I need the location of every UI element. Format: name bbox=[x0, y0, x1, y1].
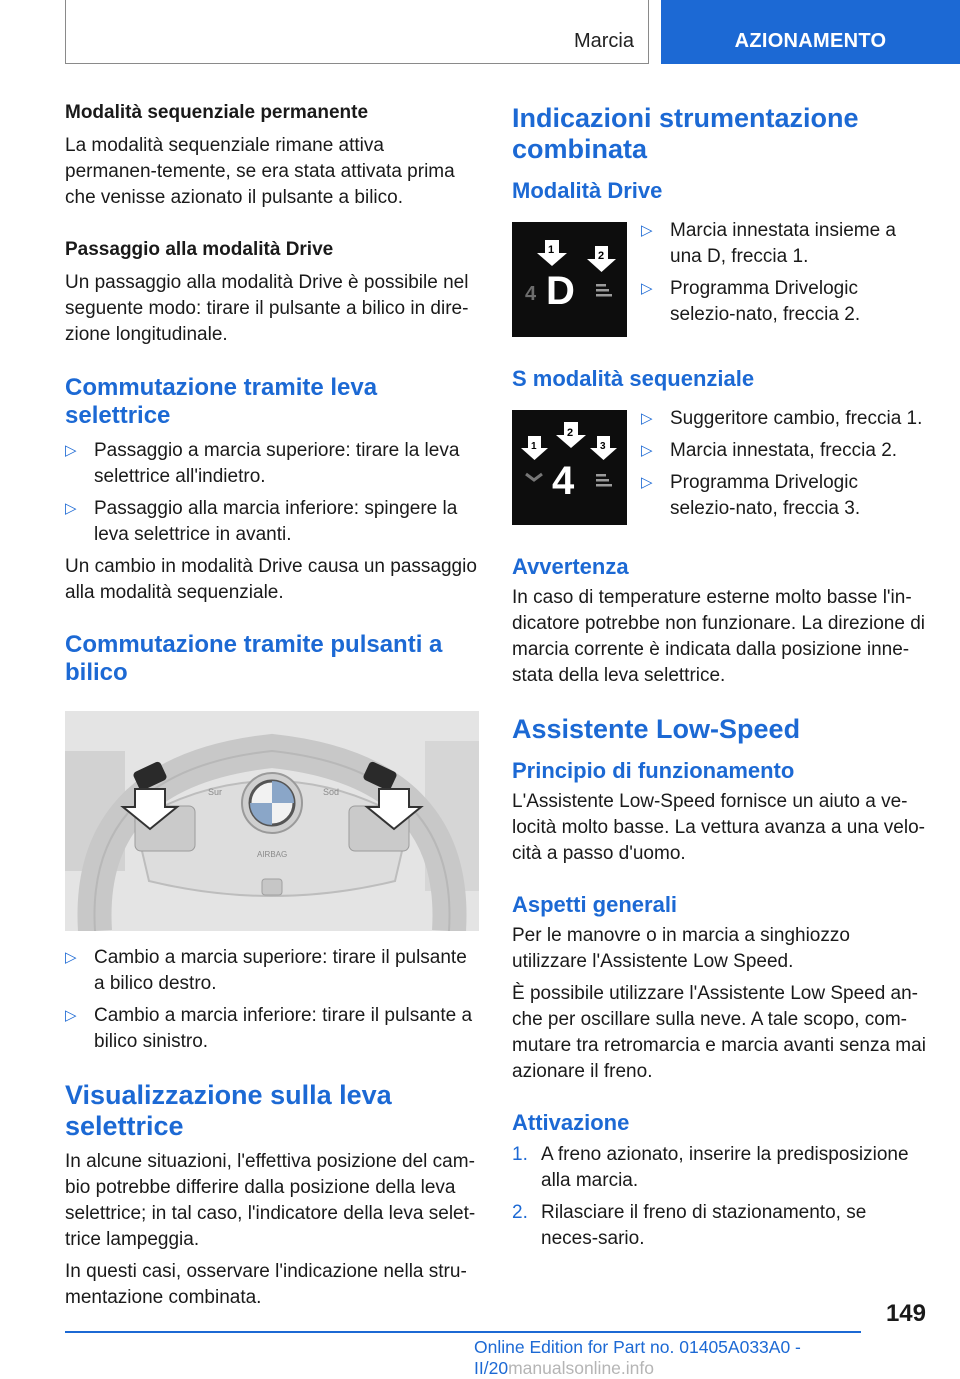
list-item bbox=[65, 496, 479, 548]
seq-permanent-title: Modalità sequenziale permanente bbox=[65, 102, 369, 123]
lever-note: Un cambio in modalità Drive causa un passaggio alla modalità sequenziale. bbox=[65, 556, 477, 603]
lever-list bbox=[65, 438, 479, 548]
chapter-tab[interactable] bbox=[661, 0, 960, 64]
wheel-label-airbag: AIRBAG bbox=[257, 850, 288, 859]
bullet-triangle-icon: ▷ bbox=[65, 500, 77, 517]
bullet-triangle-icon: ▷ bbox=[641, 280, 653, 297]
arrow-3-label: 3 bbox=[600, 441, 606, 452]
list-item-text: Programma Drivelogic selezio-nato, freccia 3. bbox=[670, 472, 861, 519]
list-item-text: Cambio a marcia superiore: tirare il pulsante a bilico destro. bbox=[94, 947, 467, 994]
list-item bbox=[641, 218, 926, 270]
warning-heading: Avvertenza bbox=[512, 554, 629, 579]
arrow-2-icon bbox=[556, 422, 586, 448]
drive-mode-panel bbox=[512, 222, 926, 337]
list-item bbox=[641, 438, 926, 464]
list-item-text: Cambio a marcia inferiore: tirare il pulsante a bilico sinistro. bbox=[94, 1005, 473, 1052]
list-item-text: Passaggio alla marcia inferiore: spingere la leva selettrice in avanti. bbox=[94, 498, 458, 545]
general-text-2: È possibile utilizzare l'Assistente Low Speed an-che per oscillare sulla neve. A tale scopo, com-mutare tra retromarcia e marcia avanti senza mai azionare il freno. bbox=[512, 983, 926, 1082]
seq-gear-digit: 4 bbox=[552, 459, 575, 503]
list-item bbox=[641, 406, 926, 432]
step-text: A freno azionato, inserire la predisposizione alla marcia. bbox=[541, 1144, 909, 1191]
general-heading: Aspetti generali bbox=[512, 892, 678, 917]
list-item-text: Programma Drivelogic selezio-nato, freccia 2. bbox=[670, 278, 861, 325]
display-heading: Visualizzazione sulla leva selettrice bbox=[65, 1080, 392, 1141]
list-item bbox=[641, 276, 926, 328]
page-number: 149 bbox=[885, 1300, 926, 1327]
step-number: 1. bbox=[512, 1144, 528, 1165]
watermark-text: manualsonline.info bbox=[508, 1358, 654, 1378]
bullet-triangle-icon: ▷ bbox=[641, 410, 653, 427]
bullet-triangle-icon: ▷ bbox=[641, 222, 653, 239]
bullet-triangle-icon: ▷ bbox=[65, 442, 77, 459]
bullet-triangle-icon: ▷ bbox=[65, 949, 77, 966]
display-text-2: In questi casi, osservare l'indicazione nella stru-mentazione combinata. bbox=[65, 1261, 467, 1308]
arrow-1-icon bbox=[537, 240, 567, 266]
warning-text: In caso di temperature esterne molto basse l'in-dicatore potrebbe non funzionare. La direzione di marcia corrente è indicata dalla posizione inne-stata della leva selettrice. bbox=[512, 587, 926, 686]
list-item bbox=[65, 945, 479, 997]
drive-gear-letter: D bbox=[546, 269, 575, 313]
right-column bbox=[512, 100, 926, 1252]
step-item bbox=[512, 1142, 926, 1194]
list-item bbox=[65, 438, 479, 490]
header-frame bbox=[65, 0, 649, 64]
chapter-label: AZIONAMENTO bbox=[734, 29, 887, 52]
bullet-triangle-icon: ▷ bbox=[65, 1007, 77, 1024]
wheel-label-up-right: Sod bbox=[323, 787, 340, 797]
low-speed-heading: Assistente Low-Speed bbox=[512, 714, 801, 744]
footer-divider bbox=[65, 1331, 861, 1333]
arrow-2-label: 2 bbox=[598, 250, 605, 262]
seq-cluster-display bbox=[512, 410, 627, 525]
edition-text: Online Edition for Part no. 01405A033A0 - II/20 bbox=[474, 1337, 801, 1378]
display-text-1: In alcune situazioni, l'effettiva posizione del cam-bio potrebbe differire dalla posizione della leva selettrice; in tal caso, l'indicatore della leva selet-trice lampeggia. bbox=[65, 1151, 476, 1250]
list-item-text: Suggeritore cambio, freccia 1. bbox=[670, 408, 923, 429]
list-item bbox=[641, 470, 926, 522]
section-label: Marcia bbox=[573, 30, 634, 52]
drive-small-digit: 4 bbox=[525, 283, 537, 305]
steering-wheel-illustration bbox=[65, 711, 479, 931]
principle-heading: Principio di funzionamento bbox=[512, 758, 795, 783]
principle-text: L'Assistente Low-Speed fornisce un aiuto a ve-locità molto basse. La vettura avanza a una velo-cità a passo d'uomo. bbox=[512, 791, 925, 864]
drive-switch-text: Un passaggio alla modalità Drive è possibile nel seguente modo: tirare il pulsante a bilico in dire-zione longitudinale. bbox=[65, 272, 469, 345]
arrow-1-icon bbox=[521, 436, 548, 460]
activation-heading: Attivazione bbox=[512, 1110, 630, 1135]
drivelogic-icon bbox=[596, 284, 612, 297]
general-text-1: Per le manovre o in marcia a singhiozzo utilizzare l'Assistente Low Speed. bbox=[512, 925, 850, 972]
drive-mode-list bbox=[641, 218, 926, 337]
list-item-text: Marcia innestata insieme a una D, freccia 1. bbox=[670, 220, 896, 267]
seq-mode-panel bbox=[512, 410, 926, 525]
footer-edition bbox=[474, 1337, 960, 1379]
arrow-2-label: 2 bbox=[567, 427, 574, 439]
seq-mode-list bbox=[641, 406, 926, 525]
seq-gear-indicator bbox=[512, 410, 627, 525]
list-item bbox=[65, 1003, 479, 1055]
cluster-heading: Indicazioni strumentazione combinata bbox=[512, 103, 859, 164]
drive-switch-title: Passaggio alla modalità Drive bbox=[65, 239, 334, 260]
drivelogic-icon bbox=[596, 474, 612, 487]
seq-permanent-text: La modalità sequenziale rimane attiva permanen-temente, se era stata attivata prima che venisse azionato il pulsante a bilico. bbox=[65, 135, 455, 208]
arrow-1-label: 1 bbox=[548, 244, 555, 256]
step-text: Rilasciare il freno di stazionamento, se neces-sario. bbox=[541, 1202, 867, 1249]
paddle-list bbox=[65, 945, 479, 1055]
drive-gear-indicator bbox=[512, 222, 627, 337]
arrow-2-icon bbox=[587, 246, 616, 272]
left-column bbox=[65, 100, 479, 1311]
bullet-triangle-icon: ▷ bbox=[641, 474, 653, 491]
lever-heading: Commutazione tramite leva selettrice bbox=[65, 374, 378, 429]
steering-wheel-image bbox=[65, 711, 479, 931]
drive-cluster-display bbox=[512, 222, 627, 337]
arrow-1-label: 1 bbox=[531, 441, 537, 452]
seq-mode-heading: S modalità sequenziale bbox=[512, 366, 755, 391]
activation-steps bbox=[512, 1142, 926, 1252]
arrow-3-icon bbox=[590, 436, 617, 460]
step-number: 2. bbox=[512, 1202, 528, 1223]
paddle-heading: Commutazione tramite pulsanti a bilico bbox=[65, 631, 443, 686]
step-item bbox=[512, 1200, 926, 1252]
drive-mode-heading: Modalità Drive bbox=[512, 178, 663, 203]
wheel-label-up-left: Sur bbox=[208, 787, 223, 797]
list-item-text: Marcia innestata, freccia 2. bbox=[670, 440, 898, 461]
bullet-triangle-icon: ▷ bbox=[641, 442, 653, 459]
list-item-text: Passaggio a marcia superiore: tirare la leva selettrice all'indietro. bbox=[94, 440, 460, 487]
